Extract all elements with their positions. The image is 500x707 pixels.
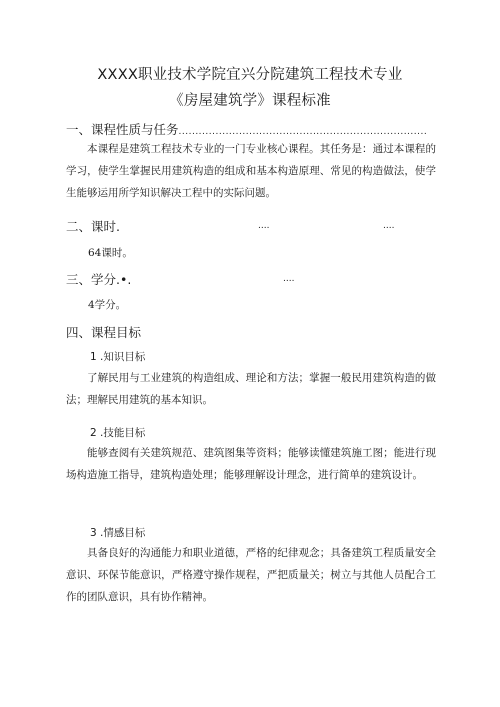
section3-body: 4学分。 — [88, 299, 127, 311]
emotion-goal-body: 具备良好的沟通能力和职业道德，严格的纪律观念；具备建筑工程质量安全意识、环保节能意识，严格遵守操作规程，严把质量关；树立与其他人员配合工作的团队意识，具有协作精神。 — [66, 547, 436, 603]
section4-heading: 四、课程目标 — [66, 325, 142, 340]
section2-mark-1: .... — [258, 221, 270, 231]
document-title-line2: 《房屋建筑学》课程标准 — [169, 93, 331, 109]
knowledge-goal-body: 了解民用与工业建筑的构造组成、理论和方法；掌握一般民用建筑构造的做法；理解民用建筑的基本知识。 — [66, 372, 436, 406]
section1-heading-row — [66, 120, 427, 138]
section2-mark-2: .... — [383, 221, 395, 231]
section2-body: 64课时。 — [88, 247, 133, 259]
section2-heading: 二、课时. — [66, 219, 120, 234]
document-title-line1: XXXX职业技术学院宜兴分院建筑工程技术专业 — [97, 67, 403, 83]
emotion-goal-label: 3 .情感目标 — [90, 527, 146, 539]
skill-goal-label: 2 .技能目标 — [90, 427, 146, 439]
section3-mark-1: .... — [283, 274, 295, 284]
section1-heading: 一、课程性质与任务 — [66, 122, 179, 137]
knowledge-goal-label: 1 .知识目标 — [90, 351, 146, 363]
section1-body: 本课程是建筑工程技术专业的一门专业核心课程。其任务是：通过本课程的学习，使学生掌握民用建筑构造的组成和基本构造原理、常见的构造做法，使学生能够运用所学知识解决工程中的实际问题。 — [66, 143, 436, 199]
section1-leader-dots: .......................................................................... — [178, 127, 428, 137]
skill-goal-body: 能够查阅有关建筑规范、建筑图集等资料；能够读懂建筑施工图；能进行现场构造施工指导，建筑构造处理；能够理解设计理念，进行简单的建筑设计。 — [66, 447, 436, 481]
section3-heading: 三、学分.•. — [66, 272, 132, 287]
